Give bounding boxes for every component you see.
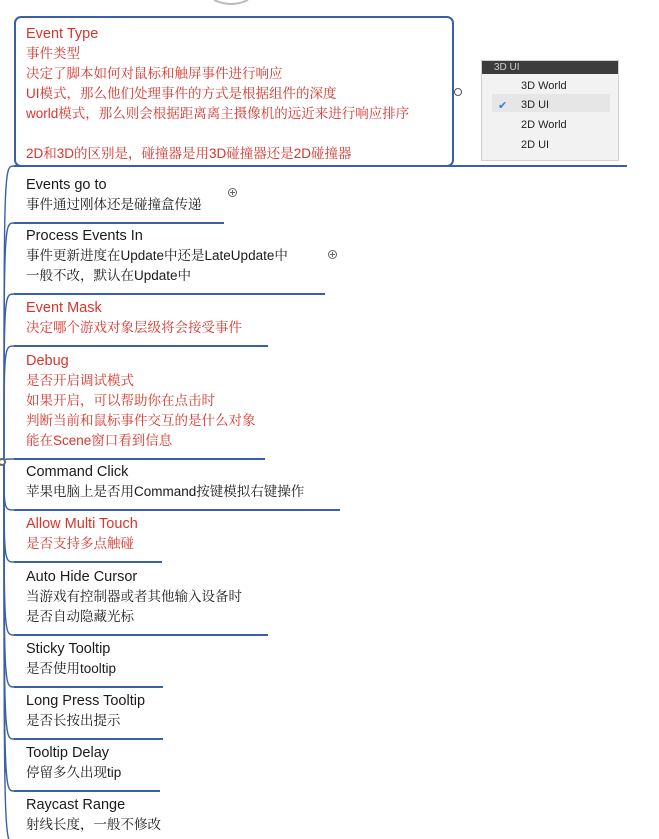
checkmark-icon: ✔ [498, 100, 508, 112]
topic-note-line [26, 124, 409, 144]
topic-note-line: 决定哪个游戏对象层级将会接受事件 [26, 320, 242, 335]
topic-title: Allow Multi Touch [26, 516, 138, 532]
topic-note-line: world模式，那么则会根据距离离主摄像机的远近来进行响应排序 [26, 106, 410, 121]
dropdown-header: 3D UI [482, 61, 618, 74]
topic-title: Event Mask [26, 300, 102, 316]
topic-note-line: 当游戏有控制器或者其他输入设备时 [26, 589, 242, 604]
branch-connector [4, 462, 14, 687]
topic-command-click[interactable] [26, 462, 304, 502]
dropdown-option: 2D World [521, 119, 567, 131]
topic-note-line: 苹果电脑上是否用Command按键模拟右键操作 [26, 484, 305, 499]
topic-process-events-in[interactable] [26, 226, 288, 286]
branch-connector [4, 346, 14, 462]
expand-plus-icon[interactable] [328, 250, 337, 259]
topic-title: Command Click [26, 464, 129, 480]
topic-note-line: 是否开启调试模式 [26, 373, 134, 388]
dropdown-option: 3D UI [521, 99, 550, 111]
dropdown-screenshot [481, 60, 619, 161]
topic-sticky-tooltip[interactable] [26, 639, 116, 679]
topic-title: Debug [26, 353, 69, 369]
branch-connector [4, 462, 14, 791]
selected-option-highlight [492, 94, 610, 112]
topic-raycast-range[interactable] [26, 795, 161, 835]
topic-note-line: 是否支持多点触碰 [26, 536, 134, 551]
topic-note-line: 射线长度，一般不修改 [26, 817, 161, 832]
topic-note-line: 能在Scene窗口看到信息 [26, 433, 173, 448]
topic-note-line: 是否使用tooltip [26, 661, 117, 676]
topic-note-line: 2D和3D的区别是，碰撞器是用3D碰撞器还是2D碰撞器 [26, 146, 352, 161]
topic-note-line: 决定了脚本如何对鼠标和触屏事件进行响应 [26, 66, 283, 81]
topic-event-type[interactable] [26, 24, 409, 164]
parent-node-edge [214, 0, 248, 4]
branch-connector [4, 223, 14, 462]
topic-event-mask[interactable] [26, 298, 242, 338]
topic-note-line: 事件更新进度在Update中还是LateUpdate中 [26, 248, 288, 263]
topic-debug[interactable] [26, 351, 256, 451]
branch-connector [4, 462, 14, 562]
topic-title: Tooltip Delay [26, 745, 110, 761]
branch-connector [4, 462, 14, 510]
topic-note-line: 事件类型 [26, 46, 80, 61]
topic-note-line: UI模式，那么他们处理事件的方式是根据组件的深度 [26, 86, 337, 101]
topic-note-line: 如果开启，可以帮助你在点击时 [26, 393, 215, 408]
dropdown-option: 2D UI [521, 139, 550, 151]
topic-note-line: 停留多久出现tip [26, 765, 122, 780]
topic-title: Auto Hide Cursor [26, 569, 138, 585]
topic-title: Process Events In [26, 228, 143, 244]
branch-connector [4, 294, 14, 462]
topic-events-go-to[interactable] [26, 175, 202, 215]
collapse-toggle-icon[interactable] [454, 88, 462, 96]
topic-title: Raycast Range [26, 797, 126, 813]
dropdown-option: 3D World [521, 80, 567, 92]
topic-note-line: 是否长按出提示 [26, 713, 121, 728]
topic-long-press-tooltip[interactable] [26, 691, 145, 731]
topic-note-line: 是否自动隐藏光标 [26, 609, 134, 624]
root-connector-icon [0, 459, 5, 465]
topic-title: Sticky Tooltip [26, 641, 111, 657]
topic-allow-multi-touch[interactable] [26, 514, 138, 554]
topic-tooltip-delay[interactable] [26, 743, 121, 783]
topic-note-line: 一般不改，默认在Update中 [26, 268, 192, 283]
topic-note-line: 事件通过刚体还是碰撞盒传递 [26, 197, 202, 212]
topic-auto-hide-cursor[interactable] [26, 567, 242, 627]
topic-title: Event Type [26, 26, 99, 42]
topic-note-line: 判断当前和鼠标事件交互的是什么对象 [26, 413, 256, 428]
topic-title: Events go to [26, 177, 107, 193]
topic-title: Long Press Tooltip [26, 693, 146, 709]
expand-plus-icon[interactable] [228, 188, 237, 197]
